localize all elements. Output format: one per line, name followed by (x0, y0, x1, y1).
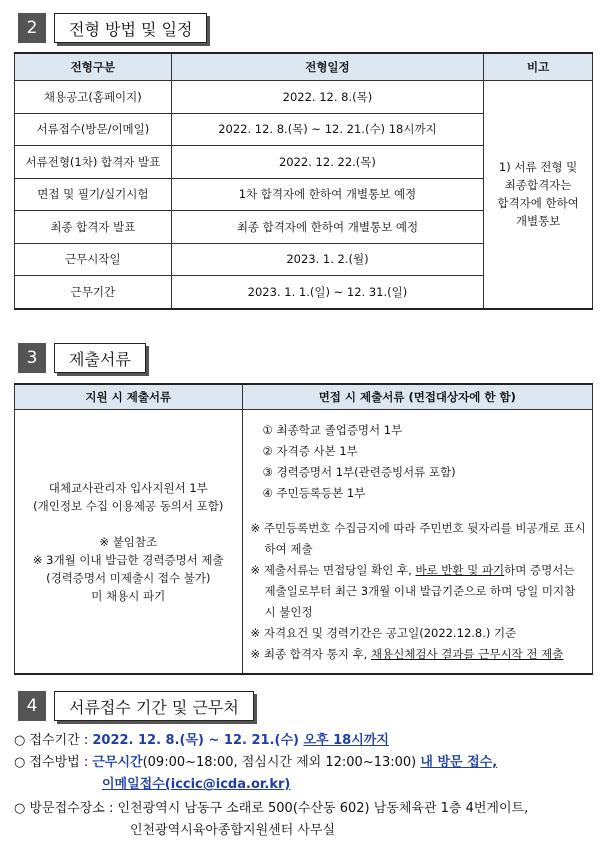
application-method-line (14, 752, 497, 773)
table-header-row (15, 53, 593, 81)
section-2-header (18, 13, 207, 43)
period-deadline: 오후 18시까지 (303, 733, 389, 748)
visit-method: 내 방문 접수, (420, 755, 498, 770)
email-method-line (102, 774, 290, 795)
doc-line: (경력증명서 미제출시 접수 불가) (46, 570, 211, 585)
section-title: 서류접수 기간 및 근무처 (54, 691, 254, 721)
doc-line: ※ 붙임참조 (99, 534, 158, 549)
doc-item: ① 최종학교 졸업증명서 1부 (262, 423, 403, 437)
section-3-header (18, 343, 146, 373)
stage-schedule: 2023. 1. 2.(월) (171, 243, 483, 276)
doc-line: 미 채용시 파기 (91, 588, 166, 603)
stage-label: 면접 및 필기/실기시험 (15, 178, 172, 211)
stage-label: 서류접수(방문/이메일) (15, 113, 172, 146)
stage-label: 최종 합격자 발표 (15, 211, 172, 244)
doc-line: (개인정보 수집 이용제공 동의서 포함) (33, 498, 224, 513)
note-text: ※ 최종 합격자 통지 후, (250, 647, 371, 661)
stage-schedule: 2022. 12. 22.(목) (171, 146, 483, 179)
note: ※ 자격요건 및 경력기간은 공고일(2022.12.8.) 기준 (250, 626, 517, 640)
doc-item: ③ 경력증명서 1부(관련증빙서류 포함) (262, 465, 456, 479)
doc-line: ※ 3개월 이내 발급한 경력증명서 제출 (32, 552, 224, 567)
stage-schedule: 최종 합격자에 한하여 개별통보 예정 (171, 211, 483, 244)
period-dates: 2022. 12. 8.(목) ~ 12. 21.(수) (92, 733, 304, 748)
column-header: 지원 시 제출서류 (15, 384, 243, 410)
section-title: 제출서류 (54, 343, 146, 373)
stage-label: 서류전형(1차) 합격자 발표 (15, 146, 172, 179)
stage-label: 근무기간 (15, 276, 172, 309)
visit-location-line (14, 798, 528, 819)
doc-item: ② 자격증 사본 1부 (262, 444, 358, 458)
work-hours: (09:00~18:00, 점심시간 제외 12:00~13:00) (142, 755, 421, 770)
stage-schedule: 2023. 1. 1.(일) ~ 12. 31.(일) (171, 276, 483, 309)
note (251, 560, 586, 623)
schedule-table (14, 52, 593, 310)
stage-schedule: 1차 합격자에 한하여 개별통보 예정 (171, 178, 483, 211)
column-header: 면접 시 제출서류 (면접대상자에 한 함) (242, 384, 592, 410)
line-label: ○ 방문접수장소 : (14, 801, 118, 816)
section-4-header (18, 691, 254, 721)
remark-line: 합격자에 한하여 (497, 196, 579, 211)
note-underlined: 채용신체검사 결과를 근무시작 전 제출 (371, 647, 564, 661)
interview-docs-cell (242, 410, 592, 675)
application-docs-cell (15, 410, 243, 675)
stage-label: 근무시작일 (15, 243, 172, 276)
note (251, 644, 586, 665)
email-link[interactable]: 이메일접수(iccic@icda.or.kr) (102, 777, 291, 792)
stage-schedule: 2022. 12. 8.(목) ~ 12. 21.(수) 18시까지 (171, 113, 483, 146)
remark-cell (484, 81, 593, 309)
visit-location-line-2 (130, 820, 335, 841)
stage-schedule: 2022. 12. 8.(목) (171, 81, 483, 114)
table-header-row (15, 384, 593, 410)
doc-line (19, 515, 238, 533)
doc-line: 대체교사관리자 입사지원서 1부 (48, 480, 208, 495)
address-line: 인천광역시육아종합지원센터 사무실 (130, 823, 336, 838)
line-label: ○ 접수방법 : (14, 755, 93, 770)
section-number: 4 (18, 691, 46, 721)
remark-line: 최종합격자는 (504, 178, 572, 193)
note-text: ※ 제출서류는 면접당일 확인 후, (250, 563, 416, 577)
note-text: 하며 증명서는 제출일로부터 최근 3개월 이내 발급기준으로 하며 당일 미지참시 불인정 (264, 563, 576, 619)
table-row (15, 81, 593, 114)
column-header: 전형일정 (171, 53, 483, 81)
address-line: 인천광역시 남동구 소래로 500(수산동 602) 남동체육관 1층 4번게이트, (117, 801, 529, 816)
doc-item: ④ 주민등록등본 1부 (262, 486, 366, 500)
table-row (15, 410, 593, 675)
note-underlined: 바로 반환 및 파기 (415, 563, 505, 577)
note: ※ 주민등록번호 수집금지에 따라 주민번호 뒷자리를 비공개로 표시하여 제출 (250, 521, 586, 556)
line-label: ○ 접수기간 : (14, 733, 93, 748)
remark-line: 1) 서류 전형 및 (498, 160, 578, 175)
section-title: 전형 방법 및 일정 (54, 13, 207, 43)
application-period-line (14, 730, 389, 751)
column-header: 비고 (484, 53, 593, 81)
documents-table (14, 383, 593, 675)
work-hours-label: 근무시간 (92, 755, 143, 770)
stage-label: 채용공고(홈페이지) (15, 81, 172, 114)
column-header: 전형구분 (15, 53, 172, 81)
remark-line: 개별통보 (515, 214, 561, 229)
section-number: 3 (18, 343, 46, 373)
section-number: 2 (18, 13, 46, 43)
